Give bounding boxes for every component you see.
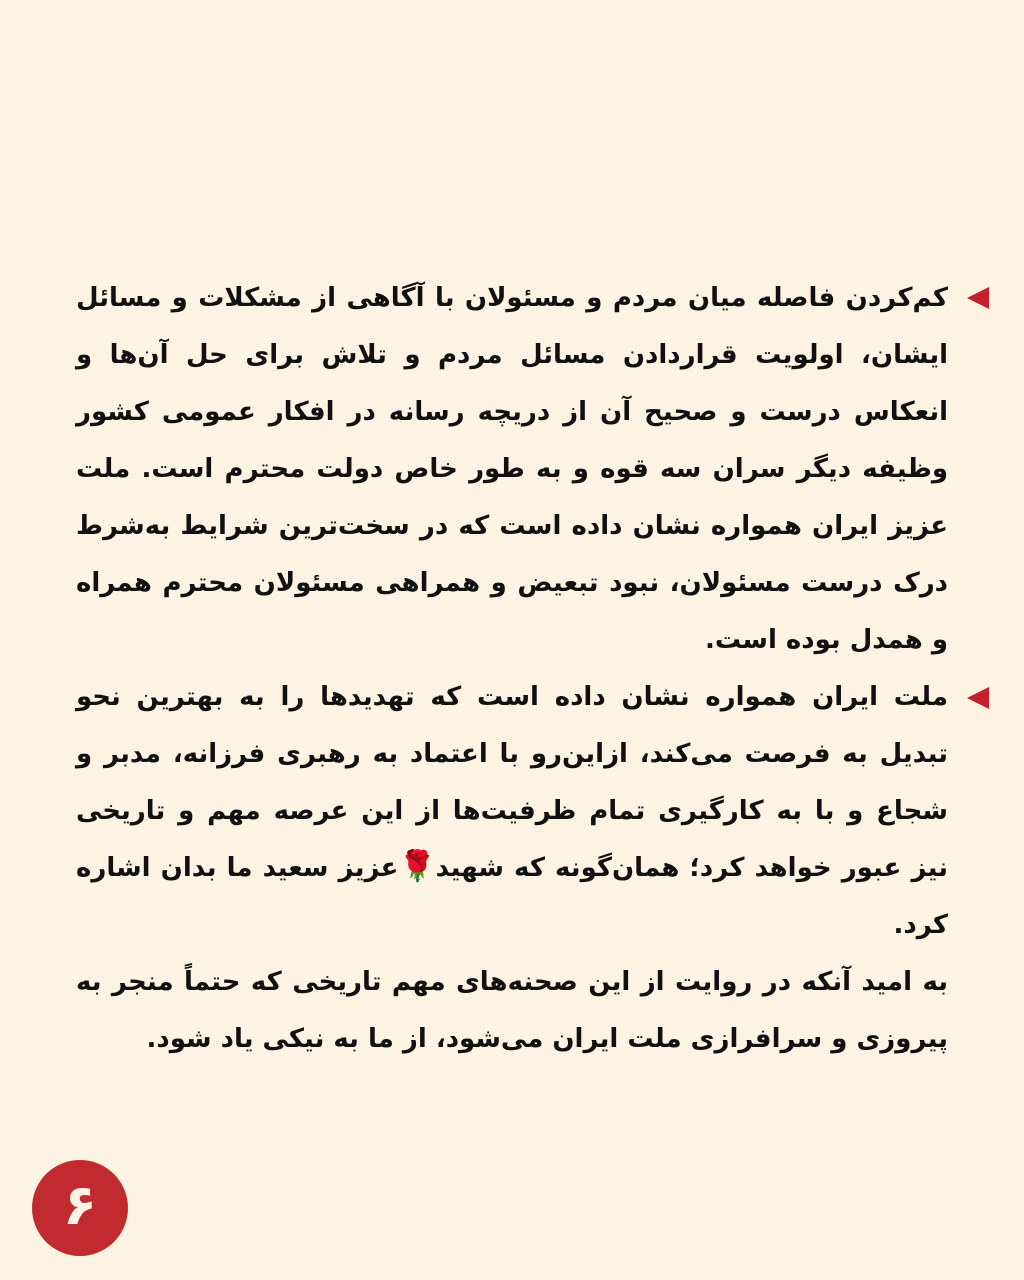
paragraph-2-text-end: عزیز سعید ما بدان اشاره کرد. <box>76 853 948 940</box>
bullet-triangle-icon <box>967 687 989 709</box>
page-number-badge <box>32 1160 128 1256</box>
paragraph-2-text-start: ملت ایران همواره نشان داده است که تهدیدها را به بهترین نحو تبدیل به فرصت می‌کند، ازاین‌رو با اعتماد به رهبری فرزانه، مدبر و شجاع و با به کارگیری تمام ظرفیت‌ها از این عرصه مهم و تاریخی نیز عبور خواهد کرد؛ همان‌گونه که شهید <box>76 682 948 883</box>
page-number: ۶ <box>62 1173 98 1238</box>
paragraph-2 <box>76 669 948 1068</box>
bullet-triangle-icon <box>967 287 989 309</box>
closing-text: به امید آنکه در روایت از این صحنه‌های مهم تاریخی که حتماً منجر به پیروزی و سرافرازی ملت ایران می‌شود، از ما به نیکی یاد شود. <box>76 967 948 1054</box>
rose-icon: 🌹 <box>398 849 436 884</box>
paragraph-2-text <box>76 669 948 954</box>
paragraph-1 <box>76 270 948 669</box>
paragraph-1-text: کم‌کردن فاصله میان مردم و مسئولان با آگاهی از مشکلات و مسائل ایشان، اولویت قراردادن مسائل مردم و تلاش برای حل آن‌ها و انعکاس درست و صحیح آن از دریچه رسانه در افکار عمومی کشور وظیفه دیگر سران سه قوه و به طور خاص دولت محترم است. ملت عزیز ایران همواره نشان داده است که در سخت‌ترین شرایط به‌شرط درک درست مسئولان، نبود تبعیض و همراهی مسئولان محترم همراه و همدل بوده است. <box>76 283 948 655</box>
